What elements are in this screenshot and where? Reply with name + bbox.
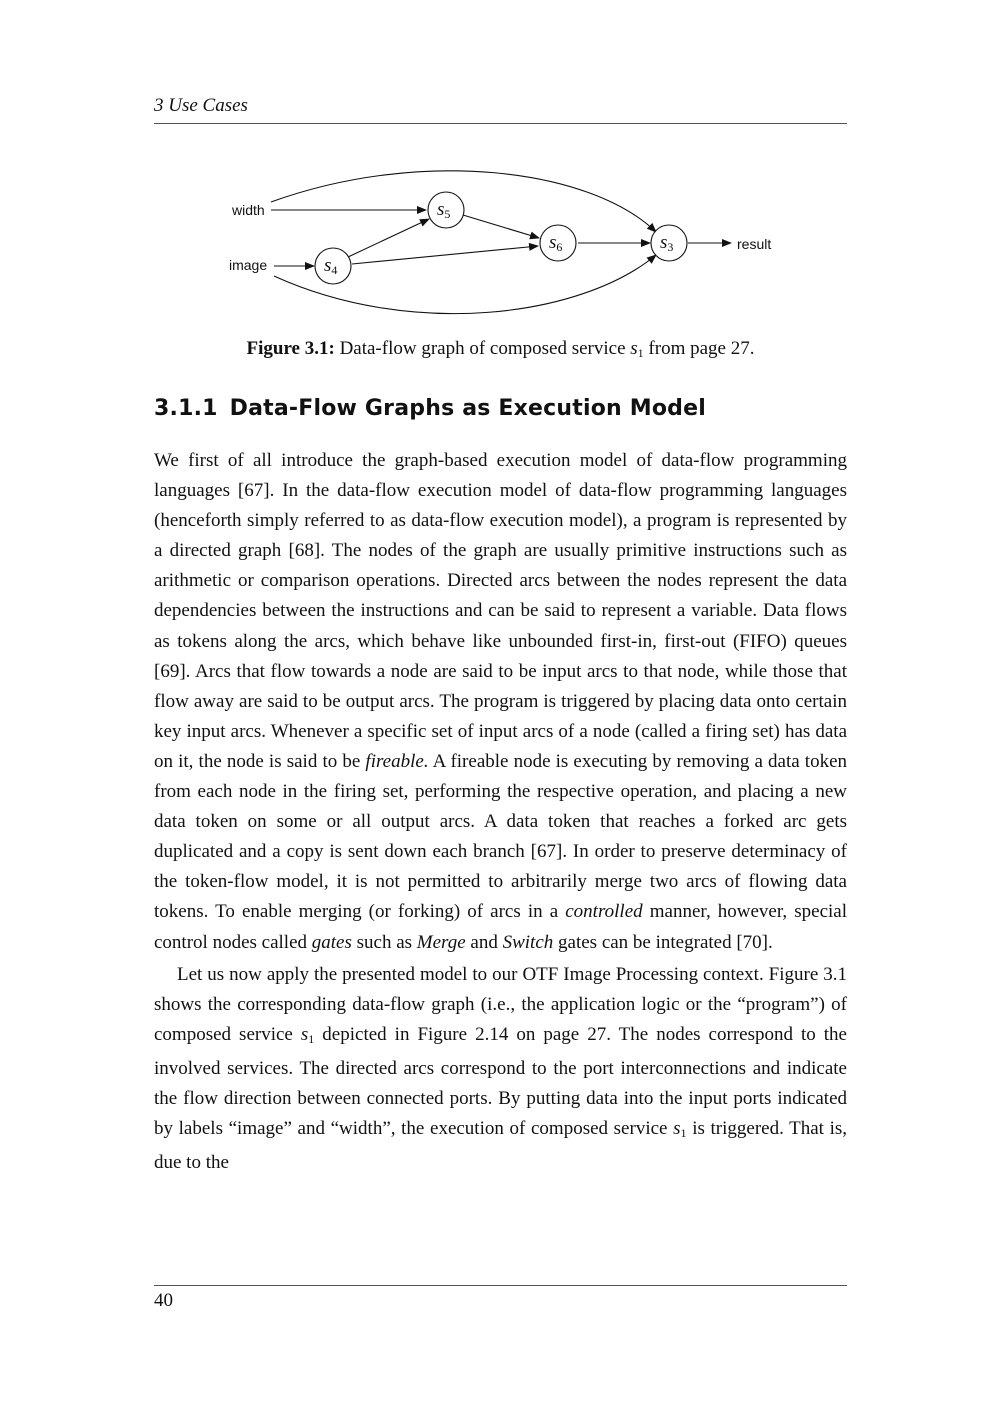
page-number: 40 xyxy=(154,1290,173,1311)
caption-text-before: Data-flow graph of composed service xyxy=(339,338,626,359)
svg-text:s4: s4 xyxy=(324,255,338,277)
body-text xyxy=(154,446,847,1178)
arc-s5-s6 xyxy=(463,215,539,238)
arc-width-s3 xyxy=(271,171,656,232)
caption-math: $s_1$ xyxy=(630,338,644,360)
node-s4 xyxy=(315,248,351,284)
figure-caption xyxy=(154,338,847,361)
section-title-text: Data-Flow Graphs as Execution Model xyxy=(229,396,706,421)
label-width: width xyxy=(232,202,265,218)
node-s6 xyxy=(540,225,576,261)
arc-s4-s6 xyxy=(352,246,538,264)
section-number: 3.1.1 xyxy=(154,396,218,421)
node-s5 xyxy=(428,192,464,228)
paragraph-2: Let us now apply the presented model to our OTF Image Processing context. Figure 3.1 shows the corresponding data-flow graph (i.e., the application logic or the “program”) of composed service $s_1$ depicted in Figure 2.14 on page 27. The nodes correspond to the involved services. The directed arcs correspond to the port interconnections and indicate the flow direction between connected ports. By putting data into the input ports indicated by labels “image” and “width”, the execution of composed service $s_1$ is triggered. That is, due to the xyxy=(154,963,848,1174)
data-flow-figure xyxy=(0,0,1000,320)
node-s3 xyxy=(651,225,687,261)
caption-text-after: from page 27. xyxy=(648,338,755,359)
label-image: image xyxy=(229,257,268,273)
svg-text:s3: s3 xyxy=(660,232,674,254)
svg-text:s5: s5 xyxy=(437,199,451,221)
running-head: 3 Use Cases xyxy=(154,95,248,116)
arc-s4-s5 xyxy=(348,219,429,257)
label-result: result xyxy=(737,236,772,252)
footer-rule xyxy=(154,1285,847,1286)
section-heading xyxy=(154,396,847,421)
paragraph-1: We first of all introduce the graph-based execution model of data-flow programming languages [67]. In the data-flow execution model of data-flow programming languages (henceforth simply referred to as data-flow execution model), a program is represented by a directed graph [68]. The nodes of the graph are usually primitive instructions such as arithmetic or comparison operations. Directed arcs between the nodes represent the data dependencies between the instructions and can be said to represent a variable. Data flows as tokens along the arcs, which behave like unbounded first-in, first-out (FIFO) queues [69]. Arcs that flow towards a node are said to be input arcs to that node, while those that flow away are said to be output arcs. The program is triggered by placing data onto certain key input arcs. Whenever a specific set of input arcs of a node (called a firing set) has data on it, the node is said to be fireable. A fireable node is executing by removing a data token from each node in the firing set, performing the respective operation, and placing a new data token on some or all output arcs. A data token that reaches a forked arc gets duplicated and a copy is sent down each branch [67]. In order to preserve determinacy of the token-flow model, it is not permitted to arbitrarily merge two arcs of flowing data tokens. To enable merging (or forking) of arcs in a controlled manner, however, special control nodes called gates such as Merge and Switch gates can be integrated [70]. xyxy=(154,450,848,953)
svg-text:s6: s6 xyxy=(549,232,563,254)
caption-label: Figure 3.1: xyxy=(246,338,335,359)
